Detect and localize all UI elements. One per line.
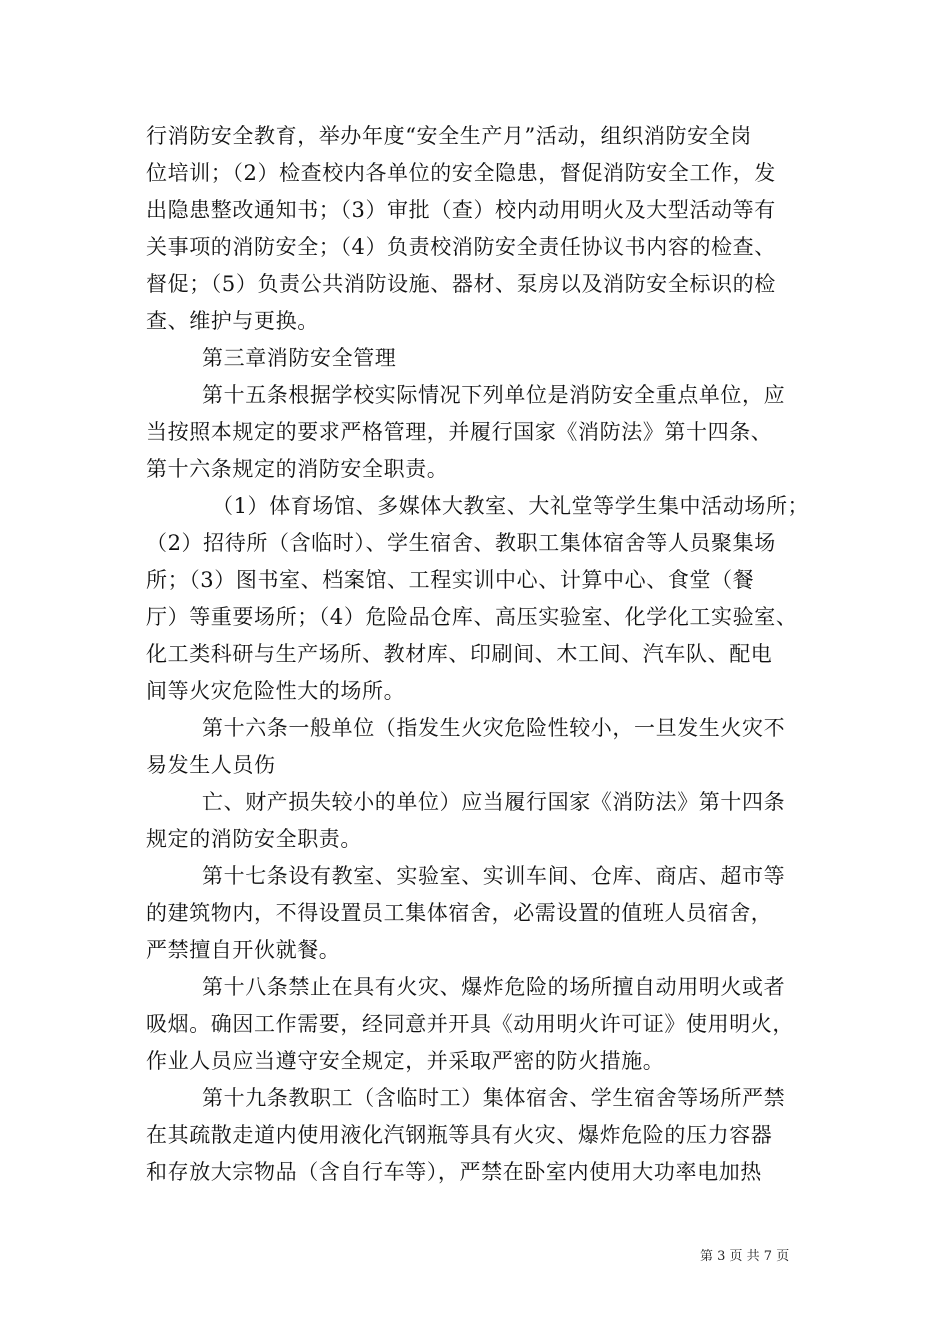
text-line: 第十八条禁止在具有火灾、爆炸危险的场所擅自动用明火或者 <box>202 975 786 999</box>
text-line: 行消防安全教育，举办年度“安全生产月”活动，组织消防安全岗 <box>146 124 752 148</box>
text-line: 和存放大宗物品（含自行车等），严禁在卧室内使用大功率电加热 <box>146 1160 762 1184</box>
text-line: 出隐患整改通知书；（3）审批（查）校内动用明火及大型活动等有 <box>146 198 776 222</box>
text-line: 查、维护与更换。 <box>146 309 319 333</box>
text-line: 第十七条设有教室、实验室、实训车间、仓库、商店、超市等 <box>202 864 786 888</box>
text-line: 的建筑物内，不得设置员工集体宿舍，必需设置的值班人员宿舍， <box>146 901 773 925</box>
text-line: 督促；（5）负责公共消防设施、器材、泵房以及消防安全标识的检 <box>146 272 776 296</box>
text-line: 厅）等重要场所；（4）危险品仓库、高压实验室、化学化工实验室、 <box>146 605 798 629</box>
text-line: 第十五条根据学校实际情况下列单位是消防安全重点单位，应 <box>202 383 786 407</box>
text-line: 易发生人员伤 <box>146 753 276 777</box>
chapter-heading: 第三章消防安全管理 <box>202 346 397 370</box>
text-line: 间等火灾危险性大的场所。 <box>146 679 406 703</box>
text-line: 第十六条一般单位（指发生火灾危险性较小，一旦发生火灾不 <box>202 716 786 740</box>
text-line: 位培训；（2）检查校内各单位的安全隐患，督促消防安全工作，发 <box>146 161 776 185</box>
document-body <box>146 118 826 1191</box>
text-line: 关事项的消防安全；（4）负责校消防安全责任协议书内容的检查、 <box>146 235 776 259</box>
text-line: 严禁擅自开伙就餐。 <box>146 938 341 962</box>
text-line: 所；（3）图书室、档案馆、工程实训中心、计算中心、食堂（餐 <box>146 568 755 592</box>
text-line: 在其疏散走道内使用液化汽钢瓶等具有火灾、爆炸危险的压力容器 <box>146 1123 773 1147</box>
text-line: 第十六条规定的消防安全职责。 <box>146 457 449 481</box>
text-line: 规定的消防安全职责。 <box>146 827 362 851</box>
text-line: 亡、财产损失较小的单位）应当履行国家《消防法》第十四条 <box>202 790 786 814</box>
text-line: （2）招待所（含临时）、学生宿舍、教职工集体宿舍等人员聚集场 <box>146 531 776 555</box>
text-line: 作业人员应当遵守安全规定，并采取严密的防火措施。 <box>146 1049 665 1073</box>
text-line: 当按照本规定的要求严格管理，并履行国家《消防法》第十四条、 <box>146 420 773 444</box>
text-line: （1）体育场馆、多媒体大教室、大礼堂等学生集中活动场所； <box>212 494 810 518</box>
text-line: 第十九条教职工（含临时工）集体宿舍、学生宿舍等场所严禁 <box>202 1086 786 1110</box>
page-number: 第 3 页 共 7 页 <box>700 1249 790 1264</box>
text-line: 化工类科研与生产场所、教材库、印刷间、木工间、汽车队、配电 <box>146 642 773 666</box>
text-line: 吸烟。确因工作需要，经同意并开具《动用明火许可证》使用明火， <box>146 1012 794 1036</box>
